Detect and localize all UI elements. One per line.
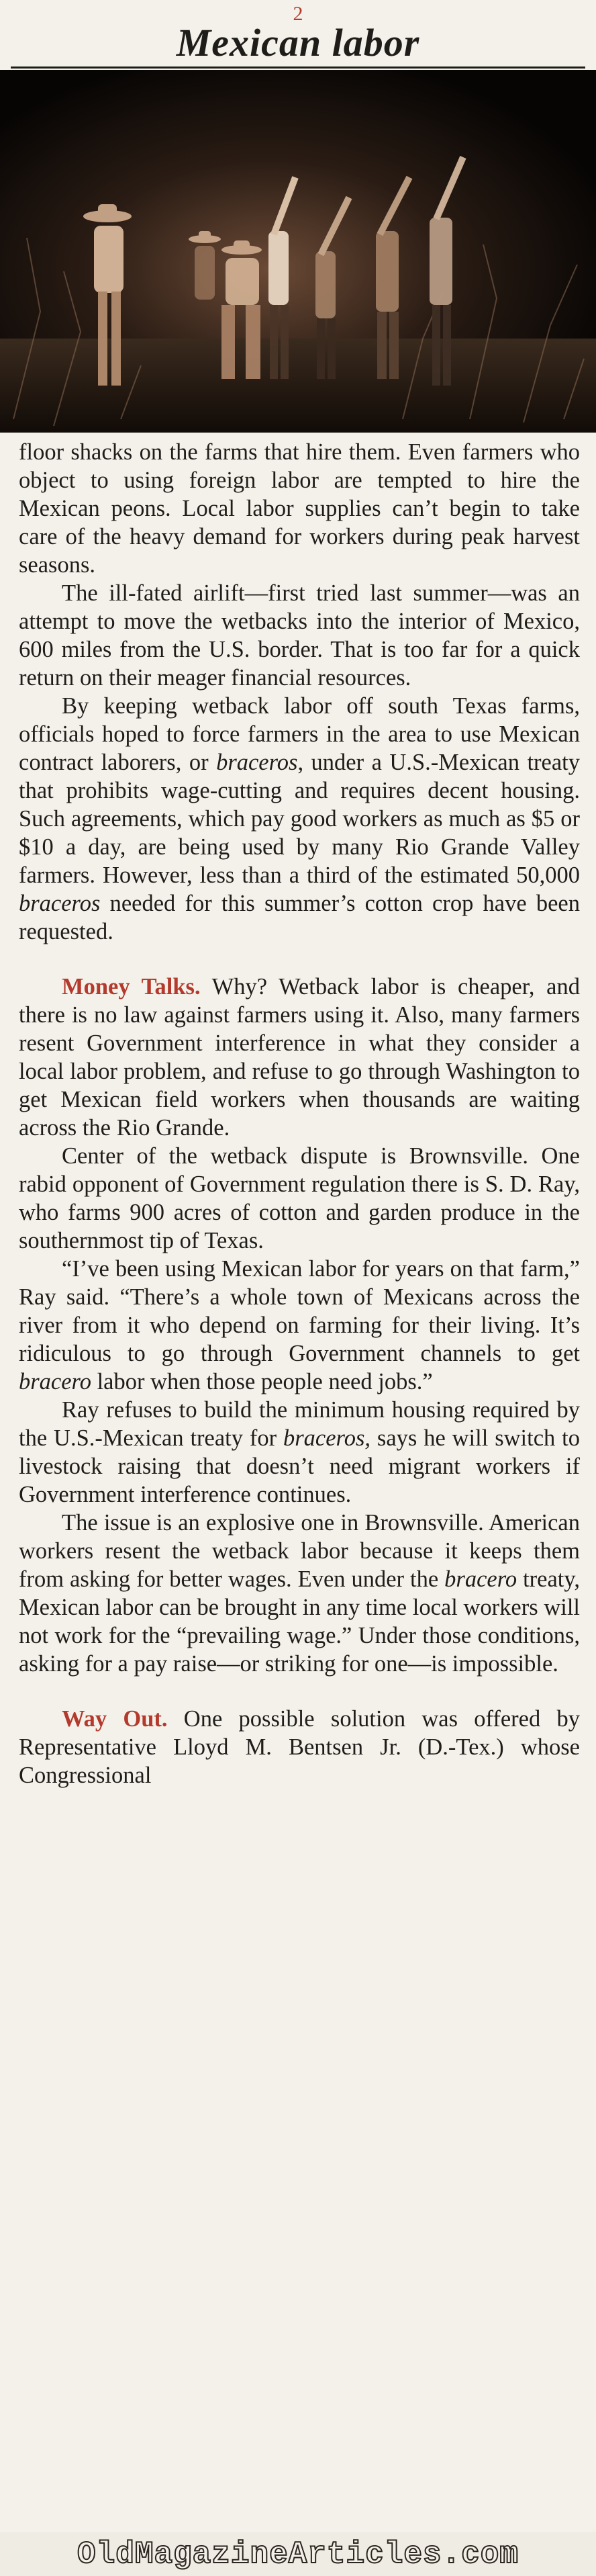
article-photo bbox=[0, 70, 596, 433]
title-rule bbox=[11, 66, 585, 69]
article-body bbox=[19, 438, 580, 1789]
paragraph: “I’ve been using Mexican labor for years on that farm,” Ray said. “There’s a whole town of Mexicans across the river from it who depend on farming for their living. It’s ridiculous to go through Government channels to get bracero labor when those people need jobs.” bbox=[19, 1256, 580, 1394]
section-money-talks: Money Talks. Why? Wetback labor is cheaper, and there is no law against farmers using it. Also, many farmers resent Government interference in what they consider a local labor problem, and refuse to go through Washington to get Mexican field workers when thousands are waiting across the Rio Grande. bbox=[19, 974, 580, 1141]
paragraph: The ill-fated airlift—first tried last summer—was an attempt to move the wetbacks into the interior of Mexico, 600 miles from the U.S. border. That is too far for a quick return on their meager financial resources. bbox=[19, 580, 580, 691]
page-number: 2 bbox=[293, 3, 303, 25]
paragraph: Center of the wetback dispute is Brownsville. One rabid opponent of Government regulation there is S. D. Ray, who farms 900 acres of cotton and garden produce in the southernmost tip of Texas. bbox=[19, 1143, 580, 1253]
section-way-out: Way Out. One possible solution was offered by Representative Lloyd M. Bentsen Jr. (D.-Tex.) whose Congressional bbox=[19, 1706, 581, 1788]
watermark-text: OldMagazineArticles.com bbox=[77, 2536, 519, 2572]
watermark-bar bbox=[0, 2532, 596, 2576]
page-title: Mexican labor bbox=[176, 21, 420, 64]
paragraph: floor shacks on the farms that hire them. Even farmers who object to using foreign labor are tempted to hire the Mexican peons. Local labor supplies can’t begin to take care of the heavy demand for workers during peak harvest seasons. bbox=[19, 439, 580, 578]
paragraph: By keeping wetback labor off south Texas farms, officials hoped to force farmers in the area to use Mexican contract laborers, or braceros, under a U.S.-Mexican treaty that prohibits wage-cutting and requires decent housing. Such agreements, which pay good workers as much as $5 or $10 a day, are being used by many Rio Grande Valley farmers. However, less than a third of the estimated 50,000 braceros needed for this summer’s cotton crop have been requested. bbox=[19, 693, 580, 944]
section-heading: Money Talks. bbox=[62, 974, 201, 1000]
paragraph: Ray refuses to build the minimum housing required by the U.S.-Mexican treaty for braceros, says he will switch to livestock raising that doesn’t need migrant workers if Government interference continues. bbox=[19, 1397, 580, 1507]
section-heading: Way Out. bbox=[62, 1706, 168, 1732]
paragraph: The issue is an explosive one in Brownsville. American workers resent the wetback labor because it keeps them from asking for better wages. Even under the bracero treaty, Mexican labor can be brought in any time local workers will not work for the “prevailing wage.” Under those conditions, asking for a pay raise—or striking for one—is impossible. bbox=[19, 1510, 581, 1677]
